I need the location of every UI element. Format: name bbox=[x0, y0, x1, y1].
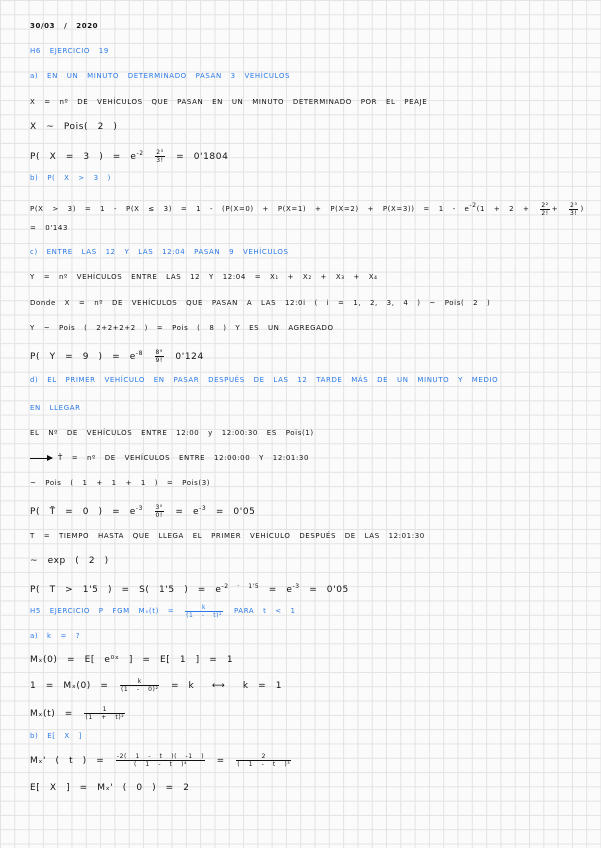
fgm-part-b-line-1 bbox=[30, 750, 587, 772]
fgm-part-b-title: b) E[ X ] bbox=[30, 732, 82, 740]
part-c-prob-exp: -8 bbox=[135, 350, 144, 357]
part-d-prob-mid: = e bbox=[175, 507, 200, 517]
part-a-title: a) EN UN MINUTO DETERMINADO PASAN 3 VEHÍCULOS bbox=[30, 72, 291, 80]
part-b-f2-num: 2³ bbox=[570, 201, 578, 209]
fgm-b1-r-num: 2 bbox=[236, 753, 291, 761]
part-b-fraction-2 bbox=[569, 202, 578, 217]
part-b-fraction-1 bbox=[540, 202, 549, 217]
part-c-title: c) ENTRE LAS 12 Y LAS 12:04 PASAN 9 VEHÍCULOS bbox=[30, 248, 289, 256]
part-c-prob-fraction bbox=[155, 349, 164, 364]
fgm-part-a-title: a) k = ? bbox=[30, 632, 81, 640]
part-c-distribution: Y ~ Pois ( 2+2+2+2 ) = Pois ( 8 ) Y ES UN AGREGADO bbox=[30, 324, 334, 332]
part-b-f1-num: 2² bbox=[541, 201, 549, 209]
double-arrow-icon: ⟷ bbox=[211, 681, 226, 691]
part-c-prob-den: 9! bbox=[155, 357, 163, 364]
part-d-surv-mid: = e bbox=[268, 585, 293, 595]
part-a-prob-exp: -2 bbox=[136, 150, 144, 157]
part-d-surv-exp: -2 · 1'5 bbox=[221, 583, 260, 590]
part-c-donde: Donde X = nº DE VEHÍCULOS QUE PASAN A LAS 12:0i ( i = 1, 2, 3, 4 ) ~ Pois( 2 ) bbox=[30, 299, 491, 307]
fgm-part-b-line-2: E[ X ] = Mₓ' ( 0 ) = 2 bbox=[30, 783, 190, 793]
part-a-prob-result: = 0'1804 bbox=[176, 152, 229, 162]
part-a-prob-den: 3! bbox=[156, 157, 164, 164]
part-d-prob-lhs: P( T̃ = 0 ) = e bbox=[30, 507, 136, 517]
exercise-fgm-heading bbox=[30, 602, 587, 620]
fgm-a2-num: k bbox=[120, 678, 160, 686]
exercise-19-heading: H6 EJERCICIO 19 bbox=[30, 47, 109, 55]
note-date: 30/03 / 2020 bbox=[30, 22, 99, 30]
part-d-prob-exp2: -3 bbox=[199, 505, 207, 512]
part-a-prob-num: 2³ bbox=[156, 149, 164, 156]
part-a-definition: X = nº DE VEHÍCULOS QUE PASAN EN UN MINUTO DETERMINADO POR EL PEAJE bbox=[30, 98, 428, 106]
fgm-a2-den: (1 - 0)² bbox=[120, 686, 159, 693]
part-b-f1-den: 2! bbox=[541, 209, 549, 217]
part-d-prob-result: = 0'05 bbox=[215, 507, 256, 517]
fgm-b1-result-fraction bbox=[236, 753, 291, 768]
part-d-line-1: EL Nº DE VEHÍCULOS ENTRE 12:00 y 12:00:30 ES Pois(1) bbox=[30, 429, 314, 437]
fgm-heading-num: k bbox=[185, 604, 223, 612]
part-c-prob-lhs: P( Y = 9 ) = e bbox=[30, 352, 136, 362]
fgm-a2-result: = k bbox=[170, 681, 195, 691]
fgm-b1-lhs: Mₓ' ( t ) = bbox=[30, 756, 105, 766]
part-d-surv-result: = 0'05 bbox=[309, 585, 349, 595]
part-b-title: b) P( X > 3 ) bbox=[30, 174, 111, 182]
part-c-probability bbox=[30, 344, 587, 367]
fgm-heading-fraction bbox=[185, 604, 223, 619]
part-b-line-lhs: P(X > 3) = 1 - P(X ≤ 3) = 1 - (P(X=0) + P(X=1) + P(X=2) + P(X=3)) = 1 - e bbox=[30, 205, 470, 213]
part-d-prob-exp: -3 bbox=[135, 505, 144, 512]
fgm-heading-mx: Mₓ(t) = bbox=[138, 607, 175, 615]
fgm-a3-lhs: Mₓ(t) = bbox=[30, 709, 73, 719]
part-c-prob-num: 8⁹ bbox=[155, 349, 163, 356]
fgm-b1-den: ( 1 - t )⁴ bbox=[133, 761, 188, 768]
part-d-title: d) EL PRIMER VEHÍCULO EN PASAR DESPUÉS DE LAS 12 TARDE MÁS DE UN MINUTO Y MEDIO bbox=[30, 376, 499, 384]
fgm-heading-tail: PARA t < 1 bbox=[233, 607, 296, 615]
part-d-surv-exp2: -3 bbox=[292, 583, 300, 590]
part-c-definition: Y = nº VEHÍCULOS ENTRE LAS 12 Y 12:04 = X₁ + X₂ + X₃ + X₄ bbox=[30, 273, 378, 281]
part-b-line-exp: -2 bbox=[469, 202, 477, 209]
part-c-prob-result: 0'124 bbox=[175, 352, 204, 362]
fgm-a2-fraction bbox=[120, 678, 160, 693]
fgm-a2-lhs: 1 = Mₓ(0) = bbox=[30, 681, 109, 691]
fgm-part-a-line-1: Mₓ(0) = E[ e⁰ˣ ] = E[ 1 ] = 1 bbox=[30, 655, 234, 665]
part-a-probability bbox=[30, 144, 587, 167]
part-a-distribution: X ~ Pois( 2 ) bbox=[30, 122, 118, 132]
fgm-heading-label: H5 EJERCICIO P FGM bbox=[30, 607, 130, 615]
part-b-expansion: P(X > 3) = 1 - P(X ≤ 3) = 1 - (P(X=0) + P(X=1) + P(X=2) + P(X=3)) = 1 - e-2(1 + 2 + $\frac{\text{2²}}{2!}$ + $\frac{\text{2³}}{3!}$ ) bbox=[30, 201, 584, 217]
part-d-line-2 bbox=[30, 452, 587, 464]
part-d-time-definition: T = TIEMPO HASTA QUE LLEGA EL PRIMER VEHÍCULO DESPUÉS DE LAS 12:01:30 bbox=[30, 532, 425, 540]
fgm-b1-num: -2( 1 - t )( -1 ) bbox=[116, 753, 205, 760]
right-arrow-icon bbox=[30, 458, 52, 459]
fgm-a3-den: (1 + t)² bbox=[85, 714, 125, 721]
part-d-surv-lhs: P( T > 1'5 ) = S( 1'5 ) = e bbox=[30, 585, 222, 595]
fgm-a2-k: k = 1 bbox=[242, 681, 283, 691]
fgm-part-a-line-3 bbox=[30, 704, 587, 724]
fgm-heading-den: (1 - t)² bbox=[186, 611, 223, 619]
part-a-prob-lhs: P( X = 3 ) = e bbox=[30, 152, 137, 162]
part-b-line-tail-a: (1 + 2 + bbox=[476, 205, 530, 213]
part-a-prob-fraction bbox=[155, 149, 164, 164]
part-d-prob-den: 0! bbox=[155, 512, 163, 519]
part-d-line-2-text: T̃ = nº DE VEHÍCULOS ENTRE 12:00:00 Y 12:01:30 bbox=[58, 454, 310, 462]
part-d-title-cont: EN LLEGAR bbox=[30, 404, 81, 412]
fgm-a3-fraction bbox=[84, 706, 125, 721]
part-d-line-3: ~ Pois ( 1 + 1 + 1 ) = Pois(3) bbox=[30, 479, 211, 487]
part-d-prob-fraction bbox=[155, 504, 164, 519]
fgm-a3-num: 1 bbox=[84, 706, 125, 714]
fgm-b1-eq: = bbox=[216, 756, 225, 766]
part-b-f2-den: 3! bbox=[570, 209, 578, 217]
part-b-result: = 0'143 bbox=[30, 224, 69, 232]
part-d-prob-num: 3⁰ bbox=[155, 504, 163, 511]
part-b-line-tail-b: ) bbox=[580, 205, 584, 213]
fgm-b1-fraction bbox=[116, 753, 205, 768]
part-d-survival bbox=[30, 577, 587, 600]
part-d-probability bbox=[30, 499, 587, 522]
fgm-part-a-line-2 bbox=[30, 676, 587, 696]
part-d-exponential: ~ exp ( 2 ) bbox=[30, 556, 109, 566]
fgm-b1-r-den: ( 1 - t )³ bbox=[237, 761, 291, 768]
